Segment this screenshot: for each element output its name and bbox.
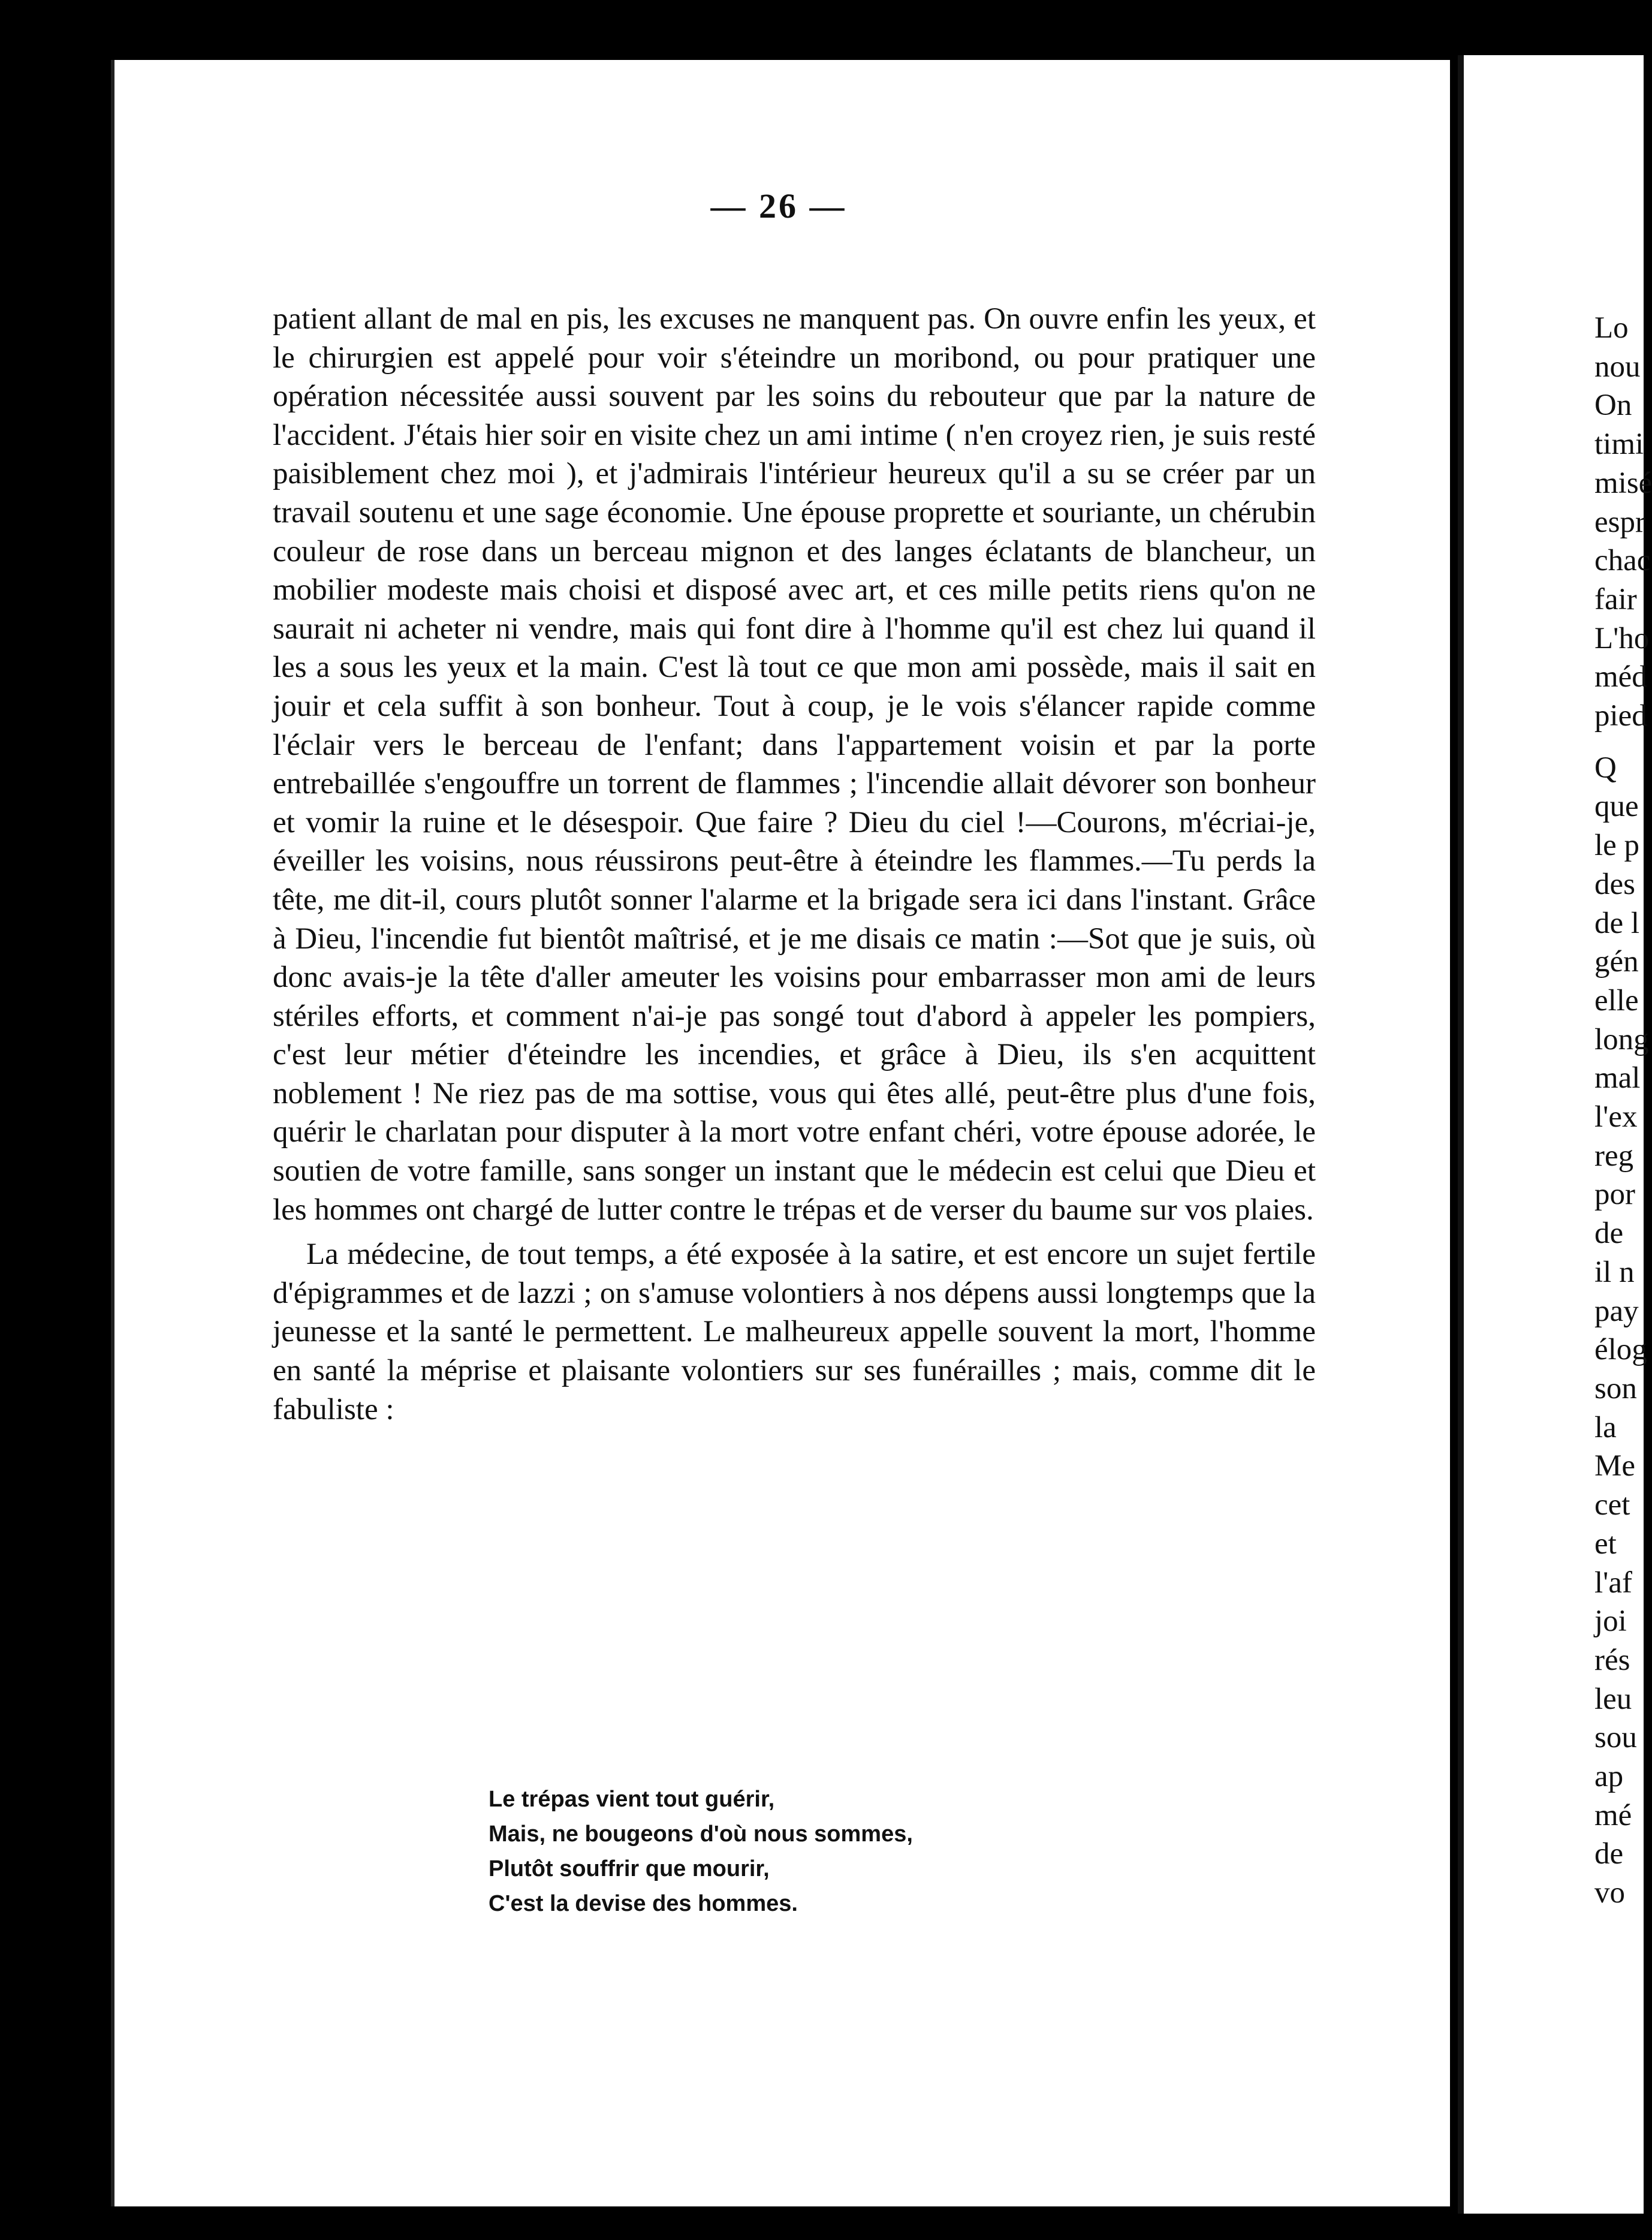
fragment-line: fair bbox=[1594, 582, 1637, 616]
right-page-text-fragments bbox=[1594, 309, 1652, 1913]
fragment-line: por bbox=[1594, 1178, 1635, 1212]
fragment-line: et bbox=[1594, 1527, 1617, 1561]
fragment-line: pied bbox=[1594, 699, 1647, 733]
fragment-line: ap bbox=[1594, 1760, 1624, 1794]
fragment-line: méd bbox=[1594, 660, 1647, 694]
fragment-line: élog bbox=[1594, 1333, 1647, 1367]
fragment-line: des bbox=[1594, 867, 1635, 901]
fragment-line: nou bbox=[1594, 350, 1641, 384]
fragment-line: gén bbox=[1594, 945, 1639, 979]
fragment-line: sou bbox=[1594, 1721, 1637, 1755]
fragment-line: elle bbox=[1594, 983, 1639, 1017]
fragment-line: leu bbox=[1594, 1682, 1632, 1716]
page-number: — 26 — bbox=[710, 186, 847, 225]
fragment-line: de bbox=[1594, 1837, 1624, 1871]
verse-line: Le trépas vient tout guérir, bbox=[489, 1787, 775, 1812]
fragment-line: vo bbox=[1594, 1876, 1625, 1910]
fragment-line: joi bbox=[1594, 1604, 1627, 1639]
fragment-line: l'af bbox=[1594, 1565, 1632, 1600]
body-text bbox=[273, 300, 1316, 1429]
fragment-line: Lo bbox=[1594, 311, 1629, 345]
fragment-line: de l bbox=[1594, 906, 1640, 940]
fragment-line: espr bbox=[1594, 505, 1645, 539]
fragment-line: chac bbox=[1594, 544, 1651, 578]
fragment-line: reg bbox=[1594, 1139, 1634, 1173]
fragment-line: misé bbox=[1594, 466, 1652, 500]
fragment-line: Me bbox=[1594, 1449, 1635, 1483]
fragment-line: timi bbox=[1594, 427, 1644, 462]
verse-line: Mais, ne bougeons d'où nous sommes, bbox=[489, 1821, 913, 1847]
fragment-line: son bbox=[1594, 1371, 1637, 1405]
verse-line: Plutôt souffrir que mourir, bbox=[489, 1856, 770, 1881]
fragment-line: l'ex bbox=[1594, 1100, 1638, 1134]
fragment-line: de bbox=[1594, 1217, 1624, 1251]
verse-line: C'est la devise des hommes. bbox=[489, 1891, 798, 1916]
fragment-line: L'ho bbox=[1594, 621, 1650, 655]
paragraph-1: patient allant de mal en pis, les excuses ne manquent pas. On ouvre enfin les yeux, et le chirurgien est appelé pour voir s'éteindre un moribond, ou pour pratiquer une opération nécessitée aussi souvent par les soins du rebouteur que par la nature de l'accident. J'étais hier soir en visite chez un ami intime ( n'en croyez rien, je suis resté paisiblement chez moi ), et j'admirais l'intérieur heureux qu'il a su se créer par un travail soutenu et une sage économie. Une épouse proprette et souriante, un chérubin couleur de rose dans un berceau mignon et des langes éclatants de blancheur, un mobilier modeste mais choisi et disposé avec art, et ces mille petits riens qu'on ne saurait ni acheter ni vendre, mais qui font dire à l'homme qu'il est chez lui quand il les a sous les yeux et la main. C'est là tout ce que mon ami possède, mais il sait en jouir et cela suffit à son bonheur. Tout à coup, je le vois s'élancer rapide comme l'éclair vers le berceau de l'enfant; dans l'appartement voisin et par la porte entrebaillée s'engouffre un torrent de flammes ; l'incendie allait dévorer son bonheur et vomir la ruine et le désespoir. Que faire ? Dieu du ciel !—Courons, m'écriai-je, éveiller les voisins, nous réussirons peut-être à éteindre les flammes.—Tu perds la tête, me dit-il, cours plutôt sonner l'alarme et la brigade sera ici dans l'instant. Grâce à Dieu, l'incendie fut bientôt maîtrisé, et je me disais ce matin :—Sot que je suis, où donc avais-je la tête d'aller ameuter les voisins pour embarrasser mon ami de leurs stériles efforts, et comment n'ai-je pas songé tout d'abord à appeler les pompiers, c'est leur métier d'éteindre les incendies, et grâce à Dieu, ils s'en acquittent noblement ! Ne riez pas de ma sottise, vous qui êtes allé, peut-être plus d'une fois, quérir le charlatan pour disputer à la mort votre enfant chéri, votre épouse adorée, le soutien de votre famille, sans songer un instant que le médecin est celui que Dieu et les hommes ont chargé de lutter contre le trépas et de verser du baume sur vos plaies. bbox=[273, 302, 1316, 1227]
fragment-line: mal bbox=[1594, 1061, 1641, 1095]
fragment-line: la bbox=[1594, 1410, 1617, 1444]
fragment-line: Q bbox=[1594, 751, 1617, 785]
fragment-line: cet bbox=[1594, 1488, 1630, 1522]
fragment-line: mé bbox=[1594, 1798, 1632, 1832]
fragment-line: pay bbox=[1594, 1294, 1639, 1328]
fragment-line: le p bbox=[1594, 829, 1640, 863]
paragraph-2: La médecine, de tout temps, a été exposée à la satire, et est encore un sujet fertile d'épigrammes et de lazzi ; on s'amuse volontiers à nos dépens aussi longtemps que la jeunesse et la santé le permettent. Le malheureux appelle souvent la mort, l'homme en santé la méprise et plaisante volontiers sur ses funérailles ; mais, comme dit le fabuliste : bbox=[273, 1238, 1316, 1426]
verse-quote bbox=[489, 1782, 913, 1921]
fragment-line: il n bbox=[1594, 1255, 1635, 1289]
fragment-line: que bbox=[1594, 790, 1639, 824]
fragment-line: On bbox=[1594, 389, 1632, 423]
fragment-line: long bbox=[1594, 1022, 1649, 1056]
fragment-line: rés bbox=[1594, 1643, 1630, 1677]
